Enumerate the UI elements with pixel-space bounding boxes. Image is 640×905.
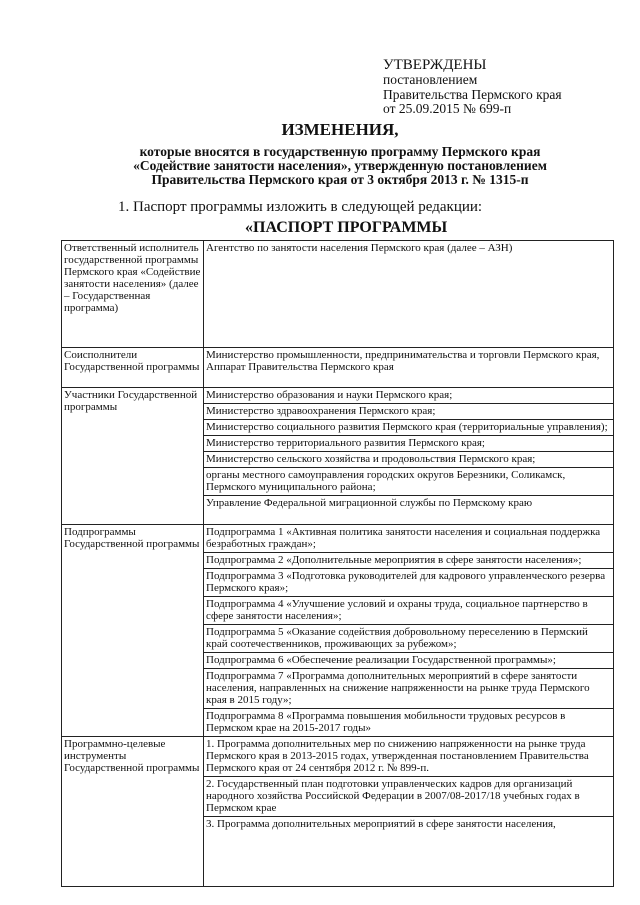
approval-line: от 25.09.2015 № 699-п [383,101,512,116]
passport-table [61,240,614,887]
subtitle-line: которые вносятся в государственную программу Пермского края [139,144,541,159]
row-label: Соисполнители Государственной программы [62,348,204,388]
table-row [62,241,614,348]
subtitle-line: «Содействие занятости населения», утвержденную постановлением [133,158,547,173]
list-item: Управление Федеральной миграционной службы по Пермскому краю [206,497,533,509]
list-item: Министерство здравоохранения Пермского края; [204,404,613,420]
list-item: Подпрограмма 6 «Обеспечение реализации Государственной программы»; [204,653,613,669]
list-item: Подпрограмма 8 «Программа повышения мобильности трудовых ресурсов в Пермском крае на 2015-2017 годы» [206,710,566,734]
row-label: Программно-целевые инструменты Государственной программы [62,737,204,887]
approval-heading: УТВЕРЖДЕНЫ [383,57,487,73]
approval-line: Правительства Пермского края [383,86,562,102]
list-item: Подпрограмма 2 «Дополнительные мероприятия в сфере занятости населения»; [204,553,613,569]
row-value [204,388,614,525]
table-row [62,737,614,887]
document-title: ИЗМЕНЕНИЯ, [281,120,399,139]
list-item: органы местного самоуправления городских округов Березники, Соликамск, Пермского муниципального района; [204,468,613,496]
list-item: Подпрограмма 5 «Оказание содействия добровольному переселению в Пермский край соотечественников, проживающих за рубежом»; [204,625,613,653]
list-item: Агентство по занятости населения Пермского края (далее – АЗН) [206,242,513,254]
table-row [62,525,614,737]
row-value [204,348,614,388]
list-item: Подпрограмма 3 «Подготовка руководителей для кадрового управленческого резерва Пермского края»; [204,569,613,597]
passport-title: «ПАСПОРТ ПРОГРАММЫ [245,219,448,236]
list-item: Подпрограмма 4 «Улучшение условий и охраны труда, социальное партнерство в сфере занятости населения»; [204,597,613,625]
row-label: Ответственный исполнитель государственной программы Пермского края «Содействие занятости населения» (далее – Государственная программа) [62,241,204,348]
list-item: Министерство сельского хозяйства и продовольствия Пермского края; [204,452,613,468]
subtitle-line: Правительства Пермского края от 3 октября 2013 г. № 1315-п [151,172,529,187]
list-item: Министерство территориального развития Пермского края; [204,436,613,452]
list-item: Министерство социального развития Пермского края (территориальные управления); [204,420,613,436]
document-subtitle [60,145,620,187]
list-item: Подпрограмма 1 «Активная политика занятости населения и социальная поддержка безработных граждан»; [204,525,613,553]
row-value [204,241,614,348]
table-row [62,348,614,388]
table-row [62,388,614,525]
row-value [204,525,614,737]
item-1-text: 1. Паспорт программы изложить в следующей редакции: [118,199,483,215]
approval-line: постановлением [383,72,478,87]
list-item: 1. Программа дополнительных мер по снижению напряженности на рынке труда Пермского края в 2013-2015 годах, утвержденная постановлением Правительства Пермского края от 24 сентября 2012 г. № 899-п. [204,737,613,777]
list-item: Подпрограмма 7 «Программа дополнительных мероприятий в сфере занятости населения, направленных на снижение напряженности на рынке труда Пермского края в 2015 году»; [204,669,613,709]
list-item: 2. Государственный план подготовки управленческих кадров для организаций народного хозяйства Российской Федерации в 2007/08-2017/18 учебных годах в Пермском крае [204,777,613,817]
row-label: Участники Государственной программы [62,388,204,525]
list-item: Министерство образования и науки Пермского края; [204,388,613,404]
approval-stamp [383,57,633,117]
row-label: Подпрограммы Государственной программы [62,525,204,737]
row-value [204,737,614,887]
list-item: 3. Программа дополнительных мероприятий в сфере занятости населения, [206,818,556,830]
list-item: Министерство промышленности, предпринимательства и торговли Пермского края, Аппарат Правительства Пермского края [206,349,600,373]
